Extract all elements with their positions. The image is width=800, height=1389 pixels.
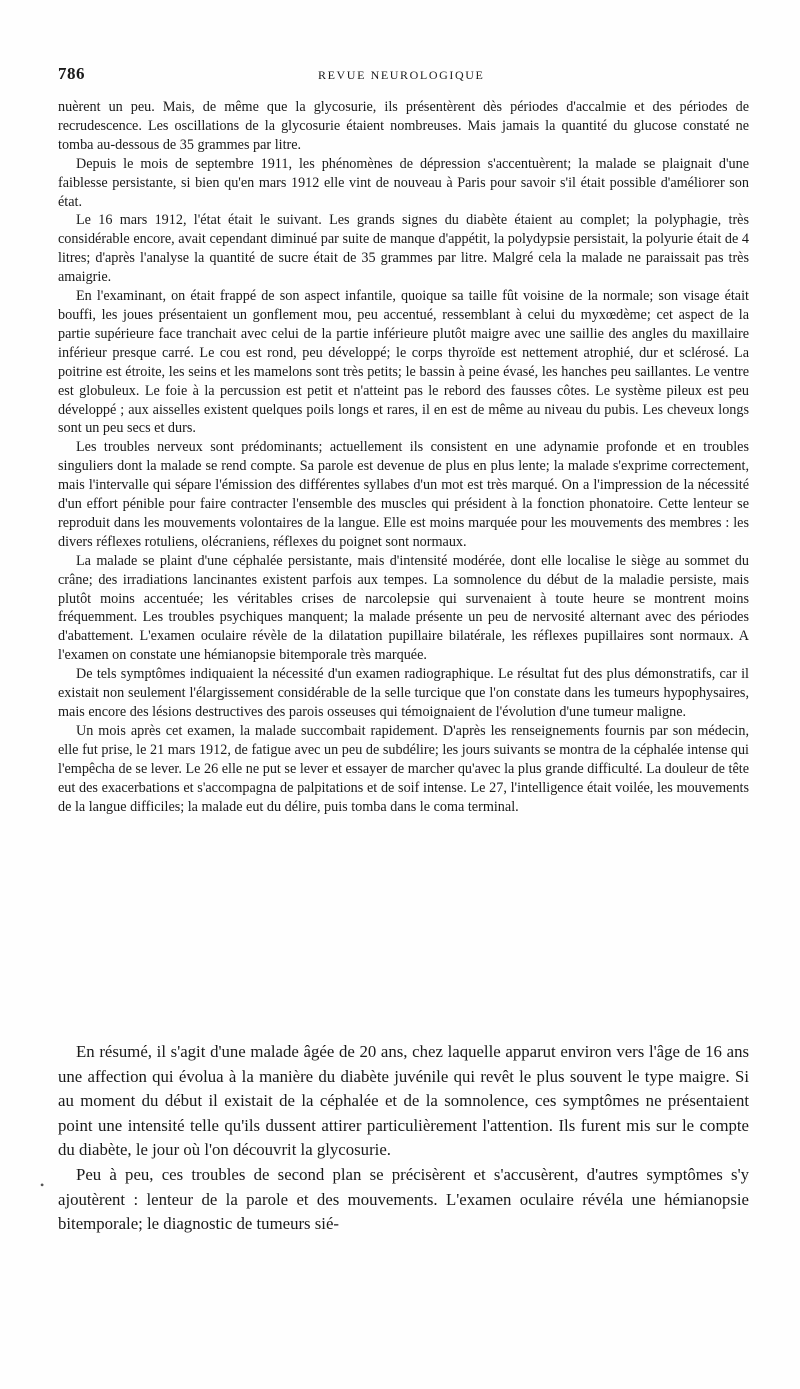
paragraph: En résumé, il s'agit d'une malade âgée de 20 ans, chez laquelle apparut environ vers l'âge de 16 ans une affection qui évolua à la manière du diabète juvénile qui revêt le plus souvent le type maigre. Si au moment du début il existait de la céphalée et de la somnolence, ces symptômes ne présentaient point une intensité telle qu'ils dussent attirer particulièrement l'attention. Ils furent mis sur le compte du diabète, le jour où l'on découvrit la glycosurie. [58, 1042, 749, 1160]
paragraph: Depuis le mois de septembre 1911, les phénomènes de dépression s'accentuèrent; la malade se plaignait d'une faiblesse persistante, si bien qu'en mars 1912 elle vint de nouveau à Paris pour savoir s'il était possible d'améliorer son état. [58, 155, 749, 210]
paragraph: Le 16 mars 1912, l'état était le suivant. Les grands signes du diabète étaient au complet; la polyphagie, très considérable encore, avait cependant diminué par suite de manque d'appétit, la polydypsie persistait, la polyurie était de 4 litres; d'après l'analyse la quantité de sucre était de 35 grammes par litre. Malgré cela la malade ne paraissait pas très amaigrie. [58, 212, 749, 286]
running-head: REVUE NEUROLOGIQUE [318, 68, 485, 82]
paragraph: En l'examinant, on était frappé de son aspect infantile, quoique sa taille fût voisine de la normale; son visage était bouffi, les joues présentaient un gonflement mou, peu accentué, ressemblant à celui du myxœdème; cet aspect de la partie supérieure face tranchait avec celui de la partie inférieure plutôt maigre avec une saillie des angles du maxillaire inférieur presque carré. Le cou est rond, peu développé; le corps thyroïde est nettement atrophié, dur et sclérosé. La poitrine est étroite, les seins et les mamelons sont très petits; le bassin à peine évasé, les hanches peu saillantes. Le ventre est globuleux. Le foie à la percussion est petit et n'atteint pas le rebord des fausses côtes. Le système pileux est peu développé ; aux aisselles existent quelques poils longs et rares, il en est de même au niveau du pubis. Les cheveux longs sont un peu secs et durs. [58, 288, 749, 437]
page-header [58, 64, 748, 86]
margin-mark: • [40, 1178, 45, 1192]
paragraph: Les troubles nerveux sont prédominants; actuellement ils consistent en une adynamie profonde et en troubles singuliers dont la malade se rend compte. Sa parole est devenue de plus en plus lente; la malade s'exprime correctement, mais l'intervalle qui sépare l'émission des différentes syllabes d'un mot est très marqué. On a l'impression de la nécessité d'un effort pénible pour faire contracter l'ensemble des muscles qui président à la fonction phonatoire. Cette lenteur se reproduit dans les mouvements volontaires de la langue. Elle est moins marquée pour les mouvements des membres : les divers réflexes rotuliens, olécraniens, réflexes du poignet sont normaux. [58, 439, 749, 550]
paragraph: Peu à peu, ces troubles de second plan se précisèrent et s'accusèrent, d'autres symptômes s'y ajoutèrent : lenteur de la parole et des mouvements. L'examen oculaire révéla une hémianopsie bitemporale; le diagnostic de tumeurs sié- [58, 1164, 749, 1234]
summary-text [58, 1040, 749, 1237]
paragraph: La malade se plaint d'une céphalée persistante, mais d'intensité modérée, dont elle localise le siège au sommet du crâne; des irradiations lancinantes existent parfois aux tempes. La somnolence du début de la maladie persiste, mais plutôt moins accentuée; les véritables crises de narcolepsie qui survenaient à toute heure se montrent moins fréquemment. Les troubles psychiques manquent; la malade présente un peu de nervosité alternant avec des périodes d'abattement. L'examen oculaire révèle de la dilatation pupillaire bilatérale, les réflexes pupillaires sont normaux. A l'examen on constate une hémianopsie bitemporale très marquée. [58, 552, 749, 664]
case-report-text [58, 98, 749, 816]
paragraph: De tels symptômes indiquaient la nécessité d'un examen radiographique. Le résultat fut des plus démonstratifs, car il existait non seulement l'élargissement considérable de la selle turcique que l'on constate dans les tumeurs hypophysaires, mais encore des lésions destructives des parois osseuses qui témoignaient de l'évolution d'une tumeur maligne. [58, 666, 749, 720]
paragraph: nuèrent un peu. Mais, de même que la glycosurie, ils présentèrent dès périodes d'accalmie et des périodes de recrudescence. Les oscillations de la glycosurie étaient nombreuses. Mais jamais la quantité du glucose constaté ne tomba au-dessous de 35 grammes par litre. [58, 99, 749, 153]
paragraph: Un mois après cet examen, la malade succombait rapidement. D'après les renseignements fournis par son médecin, elle fut prise, le 21 mars 1912, de fatigue avec un peu de subdélire; les jours suivants se montra de la céphalée intense qui l'empêcha de se lever. Le 26 elle ne put se lever et essayer de marcher qu'avec la plus grande difficulté. La douleur de tête eut des exacerbations et s'accompagna de palpitations et de soif intense. Le 27, l'intelligence était voilée, les mouvements de la langue difficiles; la malade eut du délire, puis tomba dans le coma terminal. [58, 722, 749, 815]
page-number: 786 [58, 64, 85, 83]
